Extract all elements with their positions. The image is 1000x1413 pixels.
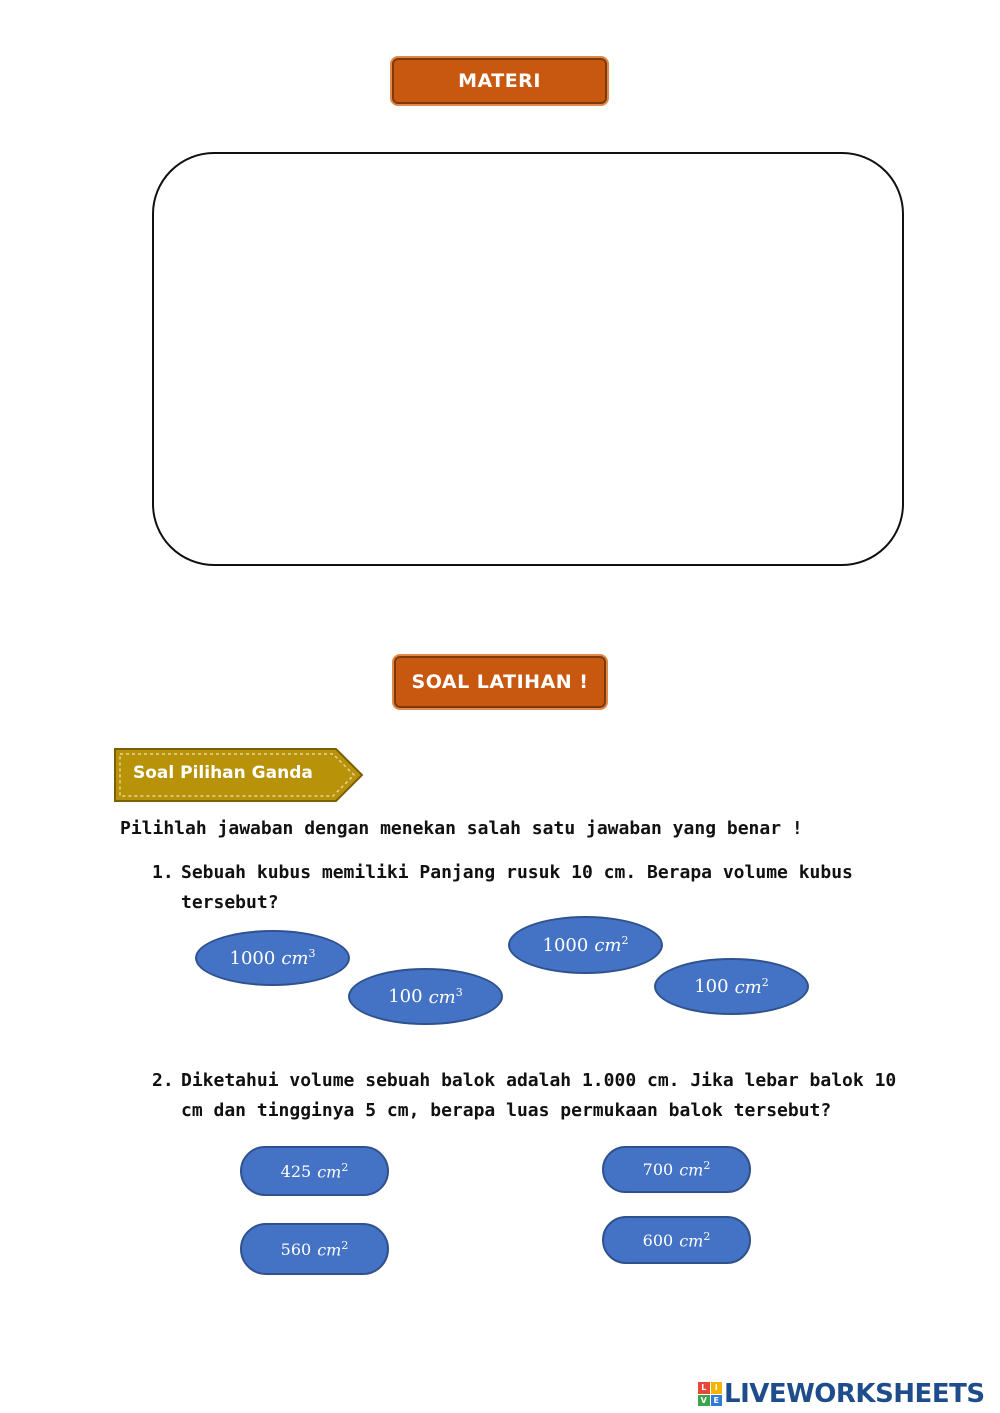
option-value: 700 — [642, 1160, 674, 1179]
logo-mark-letter: I — [711, 1382, 723, 1394]
question-1-line-1: Sebuah kubus memiliki Panjang rusuk 10 cm. Berapa volume kubus — [181, 862, 853, 883]
option-exponent: 2 — [341, 1238, 349, 1252]
logo-mark-letter: V — [698, 1395, 710, 1407]
option-unit: cm — [679, 1160, 704, 1180]
question-2-line-1: Diketahui volume sebuah balok adalah 1.000 cm. Jika lebar balok 10 — [181, 1070, 897, 1091]
logo-mark-letter: E — [711, 1395, 723, 1407]
option-exponent: 3 — [308, 947, 316, 960]
option-value: 600 — [642, 1230, 674, 1250]
question-2-number: 2. — [152, 1070, 174, 1091]
option-exponent: 2 — [703, 1229, 711, 1243]
instruction-text: Pilihlah jawaban dengan menekan salah satu jawaban yang benar ! — [120, 818, 803, 839]
materi-content-box — [152, 152, 904, 566]
logo-mark-letter: L — [698, 1382, 710, 1394]
q2-option-700-cm2[interactable] — [602, 1146, 751, 1193]
logo-text: LIVEWORKSHEETS — [724, 1379, 985, 1409]
option-value: 1000 — [229, 947, 276, 969]
option-unit: cm — [594, 935, 622, 956]
question-2-line-2: cm dan tingginya 5 cm, berapa luas permukaan balok tersebut? — [181, 1100, 832, 1121]
option-exponent: 3 — [455, 985, 463, 999]
option-value: 100 — [388, 986, 423, 1007]
q1-option-100-cm2[interactable] — [654, 958, 809, 1015]
q1-option-1000-cm2[interactable] — [508, 916, 663, 974]
q2-option-425-cm2[interactable] — [240, 1146, 389, 1196]
tag-label: Soal Pilihan Ganda — [133, 763, 313, 783]
materi-header-button: MATERI — [390, 56, 609, 106]
q2-option-560-cm2[interactable] — [240, 1223, 389, 1275]
option-exponent: 2 — [761, 975, 769, 989]
soal-pilihan-ganda-tag — [114, 748, 364, 802]
option-unit: cm — [734, 976, 762, 998]
option-value: 100 — [694, 976, 729, 997]
soal-latihan-header-button: SOAL LATIHAN ! — [392, 654, 608, 710]
option-exponent: 2 — [703, 1159, 711, 1173]
option-value: 425 — [280, 1161, 312, 1181]
liveworksheets-logo-icon — [698, 1382, 722, 1406]
option-value: 1000 — [542, 934, 589, 956]
option-value: 560 — [280, 1239, 312, 1259]
q2-option-600-cm2[interactable] — [602, 1216, 751, 1264]
option-exponent: 2 — [621, 934, 629, 947]
option-unit: cm — [679, 1231, 704, 1251]
q1-option-100-cm3[interactable] — [348, 968, 503, 1025]
option-unit: cm — [281, 948, 309, 969]
option-exponent: 2 — [341, 1160, 349, 1174]
option-unit: cm — [317, 1162, 342, 1182]
question-1-line-2: tersebut? — [181, 892, 279, 913]
option-unit: cm — [428, 986, 456, 1008]
liveworksheets-logo — [698, 1378, 985, 1410]
q1-option-1000-cm3[interactable] — [195, 930, 350, 986]
option-unit: cm — [317, 1240, 342, 1260]
question-1-number: 1. — [152, 862, 174, 883]
